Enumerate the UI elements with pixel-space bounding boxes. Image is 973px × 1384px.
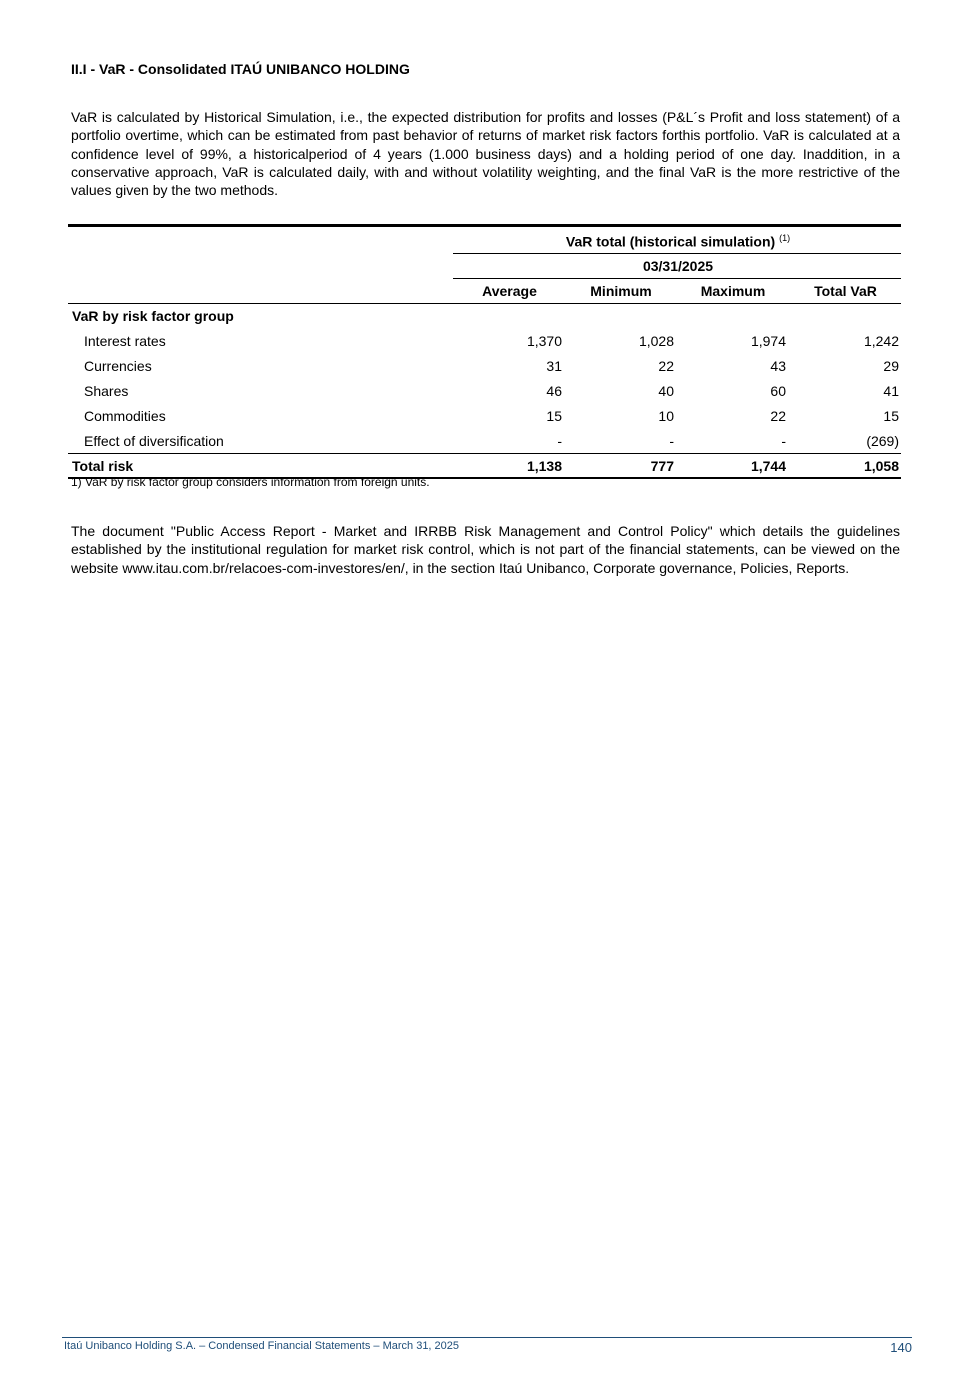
cell-minimum: 22 [658,357,674,374]
column-header-row [68,279,901,304]
cell-maximum: 43 [770,357,786,374]
total-minimum: 777 [564,454,676,479]
table-row [68,428,901,454]
cell-average: 46 [546,382,562,399]
cell-average: - [557,432,562,449]
row-label: Commodities [84,407,166,424]
total-total-var: 1,058 [788,454,901,479]
group-label-row [68,304,901,329]
closing-paragraph: The document "Public Access Report - Market and IRRBB Risk Management and Control Policy" which details the guidelines established by the institutional regulation for market risk control, which is not part of the financial statements, can be viewed on the website www.itau.com.br/relacoes-com-investores/en/, in the section Itaú Unibanco, Corporate governance, Policies, Reports. [71,523,900,576]
column-header-maximum: Maximum [676,279,788,304]
table-row [68,403,901,428]
cell-maximum: 22 [770,407,786,424]
cell-average: 1,370 [526,332,562,349]
section-title: II.I - VaR - Consolidated ITAÚ UNIBANCO HOLDING [71,61,410,77]
intro-paragraph: VaR is calculated by Historical Simulation, i.e., the expected distribution for profits and losses (P&L´s Profit and loss statement) of a portfolio overtime, which can be estimated from past behavior of returns of market risk factors forthis portfolio. VaR is calculated at a confidence level of 99%, a historicalperiod of 4 years (1.000 business days) and a holding period of one day. Inaddition, in a conservative approach, VaR is calculated daily, with and without volatility weighting, and the final VaR is the more restrictive of the values given by the two methods. [71,109,900,199]
var-table [68,224,901,479]
cell-minimum: 10 [658,407,674,424]
cell-total-var: 15 [883,407,899,424]
cell-average: 15 [546,407,562,424]
row-label: Shares [84,382,129,399]
page-number: 140 [890,1340,912,1355]
total-maximum: 1,744 [676,454,788,479]
table-footnote: 1) VaR by risk factor group considers information from foreign units. [71,475,430,489]
cell-minimum: 40 [658,382,674,399]
total-label: Total risk [68,454,453,479]
group-header-note: (1) [779,232,791,243]
footer-text: Itaú Unibanco Holding S.A. – Condensed Financial Statements – March 31, 2025 [64,1340,460,1352]
column-header-average: Average [453,279,564,304]
cell-total-var: (269) [866,432,899,449]
cell-maximum: 1,974 [750,332,786,349]
cell-average: 31 [546,357,562,374]
table-row [68,353,901,378]
cell-minimum: - [669,432,674,449]
cell-maximum: - [781,432,786,449]
cell-minimum: 1,028 [638,332,674,349]
column-header-minimum: Minimum [564,279,676,304]
table-row [68,328,901,353]
row-label: Interest rates [84,332,166,349]
cell-total-var: 1,242 [863,332,899,349]
footer-divider [62,1337,912,1338]
cell-maximum: 60 [770,382,786,399]
date-header: 03/31/2025 [453,254,901,279]
total-average: 1,138 [453,454,564,479]
group-label: VaR by risk factor group [72,308,234,324]
row-label: Effect of diversification [84,432,224,449]
group-header-row [68,227,901,254]
cell-total-var: 41 [883,382,899,399]
date-header-row [68,254,901,279]
column-header-total-var: Total VaR [788,279,901,304]
table-row [68,378,901,403]
cell-total-var: 29 [883,357,899,374]
row-label: Currencies [84,357,152,374]
group-header-text: VaR total (historical simulation) [565,233,776,250]
group-header [453,227,901,254]
